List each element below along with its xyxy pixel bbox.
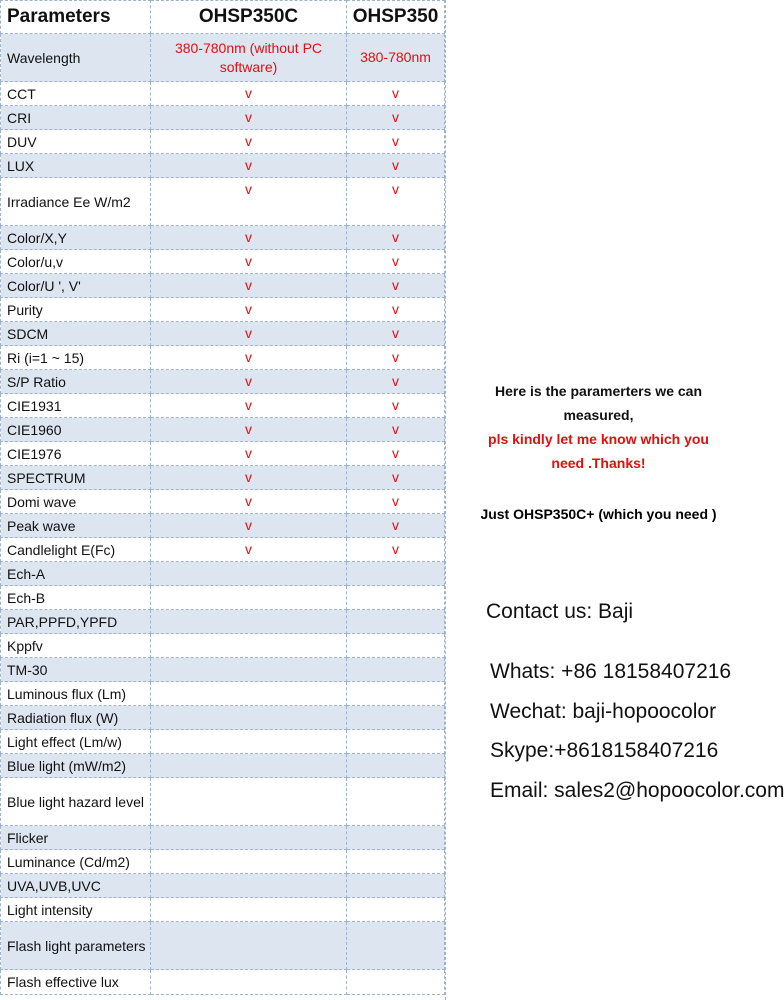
parameter-name: Color/X,Y [1, 226, 151, 250]
check-model-b: v [347, 346, 445, 370]
parameter-name: Domi wave [1, 490, 151, 514]
check-model-b [347, 682, 445, 706]
check-model-b [347, 730, 445, 754]
check-model-b: v [347, 370, 445, 394]
table-row [1, 754, 445, 778]
header-parameters: Parameters [1, 1, 151, 34]
check-model-b [347, 706, 445, 730]
check-model-a [151, 778, 347, 826]
table-row [1, 562, 445, 586]
check-model-a [151, 898, 347, 922]
parameter-name: Ech-B [1, 586, 151, 610]
table-row [1, 274, 445, 298]
parameter-name: Flash effective lux [1, 970, 151, 995]
table-row [1, 778, 445, 826]
parameter-name: Blue light (mW/m2) [1, 754, 151, 778]
check-model-b [347, 826, 445, 850]
parameter-name: CIE1931 [1, 394, 151, 418]
check-model-a: v [151, 346, 347, 370]
check-model-a [151, 922, 347, 970]
note-line-2: pls kindly let me know which you need .Thanks! [488, 431, 709, 471]
check-model-a: v [151, 274, 347, 298]
check-model-b [347, 754, 445, 778]
table-row [1, 730, 445, 754]
check-model-a: v [151, 394, 347, 418]
check-model-a [151, 586, 347, 610]
parameter-name: TM-30 [1, 658, 151, 682]
check-model-b: v [347, 514, 445, 538]
check-model-a [151, 706, 347, 730]
parameter-name: SPECTRUM [1, 466, 151, 490]
parameter-name: Irradiance Ee W/m2 [1, 178, 151, 226]
check-model-a: v [151, 226, 347, 250]
parameter-name: Light intensity [1, 898, 151, 922]
parameter-name: Kppfv [1, 634, 151, 658]
parameter-name: Color/u,v [1, 250, 151, 274]
table-row [1, 970, 445, 995]
parameter-name: PAR,PPFD,YPFD [1, 610, 151, 634]
parameter-name: Ech-A [1, 562, 151, 586]
table-row [1, 370, 445, 394]
parameter-name: Ri (i=1 ~ 15) [1, 346, 151, 370]
contact-whats: Whats: +86 18158407216 [490, 660, 732, 683]
check-model-a: v [151, 538, 347, 562]
check-model-b: v [347, 106, 445, 130]
check-model-a: v [151, 154, 347, 178]
info-panel [445, 0, 784, 1000]
table-row [1, 178, 445, 226]
check-model-b [347, 658, 445, 682]
table-row [1, 34, 445, 82]
check-model-b: v [347, 130, 445, 154]
parameter-name: Radiation flux (W) [1, 706, 151, 730]
check-model-a: v [151, 370, 347, 394]
wavelength-model-b: 380-780nm [347, 34, 445, 82]
check-model-b [347, 778, 445, 826]
check-model-a: v [151, 130, 347, 154]
check-model-b [347, 922, 445, 970]
table-header-row [1, 1, 445, 34]
check-model-b: v [347, 442, 445, 466]
parameter-name: SDCM [1, 322, 151, 346]
check-model-a [151, 970, 347, 995]
contact-title: Contact us: Baji [486, 600, 634, 623]
table-row [1, 898, 445, 922]
table-row [1, 874, 445, 898]
contact-skype: Skype:+8618158407216 [490, 739, 719, 762]
parameter-name: LUX [1, 154, 151, 178]
parameter-name: Color/U ', V' [1, 274, 151, 298]
check-model-b: v [347, 418, 445, 442]
check-model-b: v [347, 226, 445, 250]
check-model-a [151, 730, 347, 754]
check-model-a: v [151, 490, 347, 514]
parameter-name: CIE1960 [1, 418, 151, 442]
table-row [1, 106, 445, 130]
parameter-name: Peak wave [1, 514, 151, 538]
table-row [1, 490, 445, 514]
check-model-b [347, 610, 445, 634]
check-model-a: v [151, 178, 347, 226]
check-model-a: v [151, 442, 347, 466]
check-model-b: v [347, 154, 445, 178]
parameter-name: DUV [1, 130, 151, 154]
check-model-b: v [347, 466, 445, 490]
check-model-b: v [347, 250, 445, 274]
check-model-b: v [347, 538, 445, 562]
check-model-b: v [347, 322, 445, 346]
table-row [1, 610, 445, 634]
parameter-name: Candlelight E(Fc) [1, 538, 151, 562]
table-row [1, 466, 445, 490]
table-row [1, 634, 445, 658]
contact-wechat: Wechat: baji-hopoocolor [490, 700, 717, 723]
check-model-b [347, 898, 445, 922]
check-model-b: v [347, 394, 445, 418]
check-model-a: v [151, 418, 347, 442]
parameter-name: UVA,UVB,UVC [1, 874, 151, 898]
parameter-name: Flash light parameters [1, 922, 151, 970]
table-row [1, 418, 445, 442]
check-model-a: v [151, 106, 347, 130]
parameter-name: CIE1976 [1, 442, 151, 466]
table-row [1, 322, 445, 346]
check-model-a: v [151, 250, 347, 274]
table-row [1, 706, 445, 730]
header-model-a: OHSP350C [151, 1, 347, 34]
check-model-b: v [347, 490, 445, 514]
table-row [1, 130, 445, 154]
check-model-a [151, 610, 347, 634]
check-model-a [151, 850, 347, 874]
check-model-b [347, 562, 445, 586]
parameter-name: Flicker [1, 826, 151, 850]
parameter-name: CRI [1, 106, 151, 130]
check-model-b: v [347, 298, 445, 322]
note-line-3: Just OHSP350C+ (which you need ) [480, 506, 717, 522]
table-row [1, 250, 445, 274]
table-row [1, 586, 445, 610]
table-row [1, 442, 445, 466]
table-row [1, 850, 445, 874]
check-model-a [151, 826, 347, 850]
table-row [1, 346, 445, 370]
check-model-a [151, 658, 347, 682]
parameter-name: Blue light hazard level [1, 778, 151, 826]
table-row [1, 514, 445, 538]
check-model-a: v [151, 466, 347, 490]
measure-note [446, 379, 751, 475]
parameter-name: Luminous flux (Lm) [1, 682, 151, 706]
check-model-b: v [347, 178, 445, 226]
parameter-name: CCT [1, 82, 151, 106]
table-row [1, 922, 445, 970]
check-model-a: v [151, 82, 347, 106]
table-row [1, 154, 445, 178]
parameters-table-body [1, 34, 445, 995]
table-row [1, 658, 445, 682]
table-row [1, 538, 445, 562]
parameter-name: Light effect (Lm/w) [1, 730, 151, 754]
check-model-b: v [347, 82, 445, 106]
check-model-b [347, 970, 445, 995]
wavelength-model-a: 380-780nm (without PC software) [151, 34, 347, 82]
check-model-a [151, 754, 347, 778]
table-row [1, 298, 445, 322]
check-model-b [347, 634, 445, 658]
check-model-a [151, 634, 347, 658]
check-model-b: v [347, 274, 445, 298]
check-model-a: v [151, 322, 347, 346]
parameter-name: S/P Ratio [1, 370, 151, 394]
check-model-a [151, 562, 347, 586]
check-model-a: v [151, 514, 347, 538]
parameter-name: Purity [1, 298, 151, 322]
check-model-a: v [151, 298, 347, 322]
check-model-b [347, 850, 445, 874]
parameter-name: Wavelength [1, 34, 151, 82]
check-model-b [347, 874, 445, 898]
parameter-name: Luminance (Cd/m2) [1, 850, 151, 874]
table-row [1, 682, 445, 706]
check-model-b [347, 586, 445, 610]
table-row [1, 82, 445, 106]
table-row [1, 826, 445, 850]
check-model-a [151, 682, 347, 706]
check-model-a [151, 874, 347, 898]
table-row [1, 226, 445, 250]
note-line-1: Here is the paramerters we can measured, [495, 383, 702, 423]
table-row [1, 394, 445, 418]
header-model-b: OHSP350 [347, 1, 445, 34]
contact-email: Email: sales2@hopoocolor.com [490, 779, 784, 802]
